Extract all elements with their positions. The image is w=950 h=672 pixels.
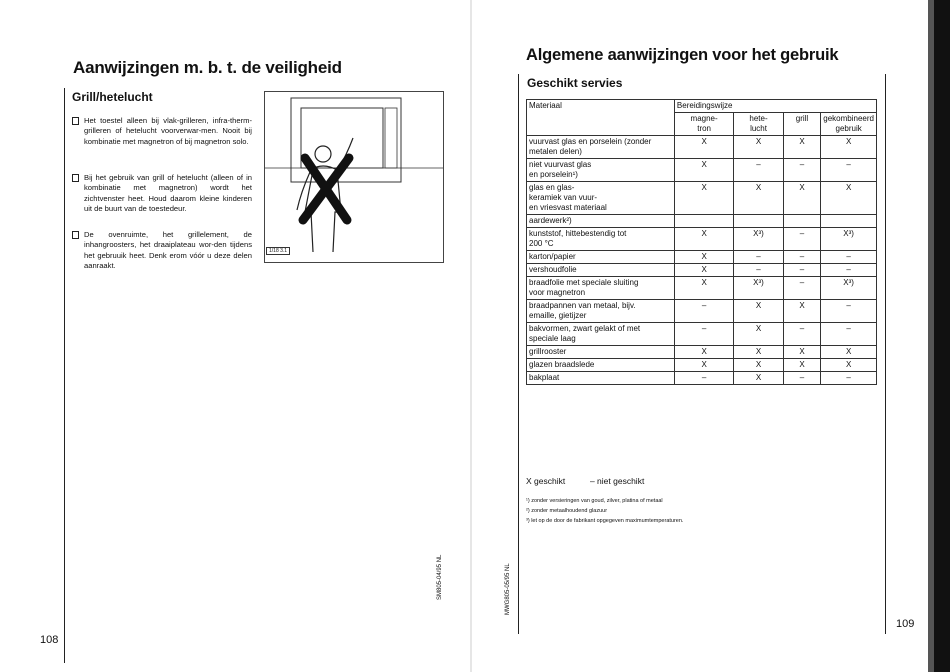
suitability-cell: X — [674, 228, 733, 251]
suitability-cell: – — [783, 323, 821, 346]
suitability-cell: – — [783, 264, 821, 277]
suitability-cell: X³) — [734, 277, 783, 300]
header-material: Materiaal — [527, 100, 675, 136]
hot-oven-illustration — [264, 91, 444, 263]
table-row — [527, 323, 877, 346]
figure-label: 1/18 3.1 — [266, 247, 290, 255]
suitability-cell: X — [783, 346, 821, 359]
suitability-cell: X — [783, 136, 821, 159]
material-cell: niet vuurvast glas en porselein¹) — [527, 159, 675, 182]
suitability-cell: X — [674, 136, 733, 159]
safety-bullet: Bij het gebruik van grill of hetelucht (alleen of in kombinatie met magnetron) wordt het zichtvenster heet. Houd daarom kleine kinderen uit de buurt van de toestedeur. — [72, 173, 252, 214]
suitability-cell: X — [674, 277, 733, 300]
table-row — [527, 300, 877, 323]
table-row — [527, 182, 877, 215]
suitability-cell: X — [734, 359, 783, 372]
suitability-cell: X — [783, 300, 821, 323]
suitability-cell: – — [783, 277, 821, 300]
suitability-cell: – — [783, 159, 821, 182]
suitability-cell — [821, 215, 877, 228]
safety-bullet: Het toestel alleen bij vlak-grilleren, infra-therm-grilleren of hetelucht voorverwar-men. Nooit bij kombinatie met magnetron of bij magnetron solo. — [72, 116, 252, 147]
table-header-row — [527, 100, 877, 113]
suitability-cell: X — [734, 346, 783, 359]
suitability-cell: X — [734, 136, 783, 159]
footnote: ¹) zonder versieringen van goud, zilver, platina of metaal — [526, 498, 663, 504]
header-grill: grill — [783, 113, 821, 136]
suitability-cell: – — [821, 264, 877, 277]
left-margin-rule — [64, 88, 65, 663]
suitability-cell: – — [674, 372, 733, 385]
suitability-cell: X — [674, 264, 733, 277]
material-cell: karton/papier — [527, 251, 675, 264]
suitability-cell: X — [674, 359, 733, 372]
suitability-cell: X — [674, 159, 733, 182]
suitability-cell: – — [734, 159, 783, 182]
table-row — [527, 159, 877, 182]
suitability-cell: X — [821, 182, 877, 215]
right-page-number: 109 — [896, 618, 915, 630]
right-page-subtitle: Geschikt servies — [527, 76, 623, 90]
cookware-table — [526, 99, 877, 385]
table-row — [527, 277, 877, 300]
suitability-cell: X — [674, 346, 733, 359]
suitability-cell: X — [734, 182, 783, 215]
legend — [526, 476, 644, 486]
right-margin-rule — [518, 74, 519, 634]
footnote: ³) let op de door de fabrikant opgegeven maximumtemperaturen. — [526, 518, 684, 524]
suitability-cell: X — [821, 359, 877, 372]
right-page-title: Algemene aanwijzingen voor het gebruik — [526, 46, 839, 64]
suitability-cell: X — [783, 182, 821, 215]
suitability-cell: – — [821, 251, 877, 264]
legend-no: – niet geschikt — [589, 476, 645, 486]
material-cell: bakvormen, zwart gelakt of met speciale laag — [527, 323, 675, 346]
header-hetelucht: hete- lucht — [734, 113, 783, 136]
suitability-cell: X³) — [821, 277, 877, 300]
legend-yes: X geschikt — [526, 476, 566, 486]
table-row — [527, 228, 877, 251]
suitability-cell — [734, 215, 783, 228]
right-document-code: MWG805-05/95 NL — [505, 563, 511, 615]
oven-warning-icon — [265, 92, 443, 262]
suitability-cell: X — [734, 323, 783, 346]
material-cell: glas en glas- keramiek van vuur- en vriesvast materiaal — [527, 182, 675, 215]
material-cell: braadpannen van metaal, bijv. emaille, gietijzer — [527, 300, 675, 323]
suitability-cell: X³) — [821, 228, 877, 251]
left-page-number: 108 — [40, 634, 59, 646]
suitability-cell: X — [821, 346, 877, 359]
header-magnetron: magne- tron — [674, 113, 733, 136]
table-row — [527, 136, 877, 159]
suitability-cell: – — [783, 372, 821, 385]
table-row — [527, 359, 877, 372]
material-cell: bakplaat — [527, 372, 675, 385]
suitability-cell: X — [783, 359, 821, 372]
material-cell: kunststof, hittebestendig tot 200 °C — [527, 228, 675, 251]
right-outer-rule — [885, 74, 886, 634]
material-cell: grillrooster — [527, 346, 675, 359]
left-page-subtitle: Grill/hetelucht — [72, 90, 153, 104]
checkbox-icon — [72, 174, 79, 182]
left-document-code: SM805-04/95 NL — [437, 554, 443, 600]
material-cell: aardewerk²) — [527, 215, 675, 228]
suitability-cell: – — [821, 159, 877, 182]
suitability-cell: – — [821, 372, 877, 385]
suitability-cell: – — [734, 264, 783, 277]
material-cell: vershoudfolie — [527, 264, 675, 277]
page-edge — [934, 0, 950, 672]
safety-bullet: De ovenruimte, het grillelement, de inhangroosters, het draaiplateau wor-den tijdens het gebruuik heet. Denk erom vóór u deze delen aanraakt. — [72, 230, 252, 271]
suitability-cell: X — [821, 136, 877, 159]
suitability-cell: – — [734, 251, 783, 264]
page-spine — [470, 0, 472, 672]
material-cell: vuurvast glas en porselein (zonder metalen delen) — [527, 136, 675, 159]
suitability-cell: – — [821, 300, 877, 323]
table-row — [527, 215, 877, 228]
checkbox-icon — [72, 231, 79, 239]
material-cell: braadfolie met speciale sluiting voor magnetron — [527, 277, 675, 300]
suitability-cell: – — [674, 323, 733, 346]
material-cell: glazen braadslede — [527, 359, 675, 372]
suitability-cell: X³) — [734, 228, 783, 251]
suitability-cell: – — [783, 228, 821, 251]
left-page-title: Aanwijzingen m. b. t. de veiligheid — [73, 58, 342, 77]
suitability-cell: X — [674, 182, 733, 215]
table-row — [527, 346, 877, 359]
suitability-cell: X — [674, 251, 733, 264]
suitability-cell: – — [674, 300, 733, 323]
suitability-cell: X — [734, 372, 783, 385]
suitability-cell: X — [734, 300, 783, 323]
suitability-cell — [783, 215, 821, 228]
header-gekombineerd: gekombineerd gebruik — [821, 113, 877, 136]
table-row — [527, 264, 877, 277]
table-row — [527, 251, 877, 264]
suitability-cell — [674, 215, 733, 228]
checkbox-icon — [72, 117, 79, 125]
suitability-cell: – — [783, 251, 821, 264]
suitability-cell: – — [821, 323, 877, 346]
header-method-group: Bereidingswijze — [674, 100, 876, 113]
table-row — [527, 372, 877, 385]
footnote: ²) zonder metaalhoudend glazuur — [526, 508, 608, 514]
